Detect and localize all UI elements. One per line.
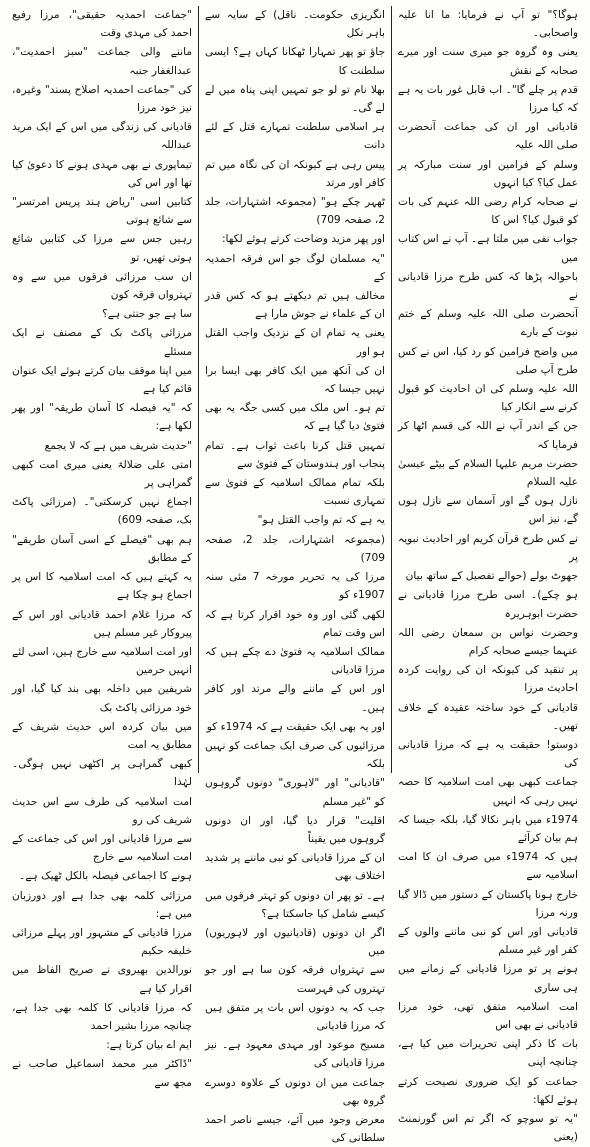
text-column-left [6, 6, 198, 1089]
text-line: یعنی یہ تمام ان کے نزدیک واجب القتل ہو اور [205, 327, 385, 358]
text-line: ایم اے بیان کرتا ہے: [106, 1039, 192, 1052]
text-line: نے صحابہ کرام رضی اللہ عنہم کی بات کو قبول کیا؟ اس کا [398, 196, 578, 227]
text-line: کبھی گمراہی پر اکٹھی نہیں ہوگی۔ لہٰذا [12, 758, 192, 789]
text-line: ہوگا؟" تو آپ نے فرمایا: ما انا علیہ واصحابی۔ [398, 9, 578, 40]
text-line: قدم پر چلے گا"۔ اب قابل غور بات یہ ہے کہ کیا مرزا [398, 83, 578, 115]
text-line: وحضرت نواس بن سمعان رضی اللہ عنہما جیسے صحابہ کرام [398, 626, 578, 657]
text-line: جھوٹ بولے (حوالے تفصیل کے ساتھ بیان [405, 570, 578, 583]
text-line: سے مرزا قادیانی اور اس کی جماعت کے امت اسلامیہ سے خارج [12, 832, 192, 864]
text-line: "قادیانی" اور "لاہوری" دونوں گروہوں کو "غیر مسلم [205, 777, 385, 808]
text-line: "حدیث شریف میں ہے کہ لا یجمع [44, 439, 192, 452]
text-line: جب کہ یہ دونوں اس بات پر متفق ہیں کہ مرزا قادیانی [205, 1001, 385, 1032]
text-line: اور پھر مزید وضاحت کرتے ہوئے لکھا: [221, 233, 385, 246]
text-line: کتابیں اسی "ریاض ہند پریس امرتسر" سے شائع ہوتی [12, 196, 192, 227]
text-line: ان سب مرزائی فرقوں میں سے وہ تہترواں فرقہ کون [12, 270, 192, 302]
text-line: ہونے پر تو مرزا قادیانی کے زمانے میں ہی ساری [398, 963, 578, 994]
text-line: مرزا کی یہ تحریر مورخہ 7 مئی سنہ 1907ء کو [205, 571, 386, 602]
text-line: کی "جماعت احمدیہ اصلاح پسند" وغیرہ، نیز خود مرزا [12, 83, 192, 115]
text-line: ہر اسلامی سلطنت تمہارے قتل کے لئے دانت [205, 121, 385, 152]
text-line: اور یہ بھی ایک حقیقت ہے کہ 1974ء کو [206, 720, 385, 733]
text-line: معرض وجود میں آئے، جیسے ناصر احمد سلطانی کی [205, 1113, 385, 1145]
text-line: آنحضرت صلی اللہ علیہ وسلم کے ختم نبوت کے بارے [398, 308, 578, 339]
text-line: میں اپنا موقف بیان کرتے ہوئے ایک عنوان قائم کیا ہے [12, 364, 192, 396]
text-line: قادیانی اور اس کو نبی ماننے والوں کے کفر اور غیر مسلم [398, 925, 578, 957]
text-line: پیس رہی ہے کیونکہ ان کی نگاہ میں تم کافر اور مرتد [205, 158, 385, 189]
text-line: بلکہ تمام ممالک اسلامیہ کے فتویٰ سے تمہاری نسبت [205, 477, 385, 508]
text-line: جن کے اندر آپ نے اللہ کی قسم اٹھا کر فرمایا کہ [398, 420, 578, 451]
text-line: وسلم کے فرامین اور سنت مبارکہ پر عمل کیا؟ کیا انہوں [398, 158, 578, 189]
text-line: اللہ علیہ وسلم کی ان احادیث کو قبول کرنے سے انکار کیا [398, 383, 578, 414]
text-line: قادیانی اور ان کی جماعت آنحضرت صلی اللہ علیہ [398, 121, 578, 152]
text-line: ممالک اسلامیہ یہ فتویٰ دے چکے ہیں کہ مرزا قادیانی [205, 645, 385, 677]
text-line: جواب نفی میں ملتا ہے۔ آپ نے اس کتاب میں [398, 233, 578, 264]
text-line: کہ "یہ فیصلہ کا آسان طریقہ" اور پھر لکھا ہے: [12, 402, 192, 433]
text-column-middle [199, 6, 391, 1145]
text-line: بات کا ذکر اپنی تحریرات میں کیا ہے، چنانچہ اپنی [398, 1038, 578, 1069]
text-line: انگریزی حکومت۔ ناقل) کے سایہ سے باہر نکل [205, 9, 385, 40]
text-line: مرزائی کلمہ بھی جدا ہے اور دورزبان میں ہے: [12, 889, 192, 920]
text-line: مرزائیوں کی صرف ایک جماعت کو نہیں بلکہ [205, 739, 385, 771]
text-line: یہ کہتے ہیں کہ امت اسلامیہ کا اس پر اجماع ہو چکا ہے [12, 571, 192, 602]
text-line: قادیانی کے خود ساختہ عقیدہ کے خلاف تھیں۔ [398, 701, 578, 732]
text-line: امتی علی ضلالۃ یعنی میری امت کبھی گمراہی پر [12, 458, 192, 490]
text-line: ان کی آنکھ میں ایک کافر بھی ایسا برا نہیں جیسا کہ [205, 364, 385, 396]
text-line: باحوالہ پڑھا کہ کس طرح مرزا قادیانی نے [398, 270, 578, 302]
text-line: ماننے والی جماعت "سبز احمدیت"، عبدالغفار جنبہ [12, 46, 192, 77]
text-line: نازل ہوں گے اور آسمان سے نازل ہوں گے، نیز اس [398, 495, 578, 526]
text-line: قادیانی کی زندگی میں اس کے ایک مرید عبداللہ [12, 121, 192, 152]
text-line: اجماع نہیں کرسکتی"۔ (مرزائی پاکٹ بک، صفحہ 609) [12, 496, 192, 527]
text-line: رہیں جس سے مرزا کی کتابیں شائع ہوتی تھیں، تو [12, 233, 192, 264]
text-line: نے کس طرح قرآن کریم اور احادیث نبویہ پر [398, 532, 578, 563]
text-line: بھلا نام تو لو جو تمہیں اپنی پناہ میں لے لے گی۔ [205, 83, 385, 115]
text-line: شریفین میں داخلہ بھی بند کیا گیا، اور خود مرزائی پاکٹ بک [12, 683, 192, 714]
text-line: ہم بھی "فیصلے کے اسی آسان طریقے" کے مطابق [12, 533, 192, 564]
text-line: ہونے کا اجماعی فیصلہ بالکل ٹھیک ہے۔ [19, 870, 192, 883]
text-line: جاؤ تو پھر تمہارا ٹھکانا کہاں ہے؟ ایسی سلطنت کا [205, 46, 385, 77]
text-line: مرزا قادیانی کے مشہور اور پہلے مرزائی خلیفہ حکیم [12, 926, 192, 958]
text-line: میں واضح فرامین کو رد کیا، اس نے کس طرح آپ صلی [398, 345, 578, 376]
text-line: اگر ان دونوں (قادیانیوں اور لاہوریوں) میں [205, 926, 385, 958]
text-line: 1974ء میں باہر نکالا گیا، بلکہ جیسا کہ ہم بیان کرآئے [398, 813, 578, 844]
text-line: امت اسلامیہ کی طرف سے اس حدیث شریف کی رو [12, 795, 192, 826]
text-line: جماعت میں ان دونوں کے علاوہ دوسرے گروہ بھی [205, 1076, 385, 1107]
text-line: "یہ مسلمان لوگ جو اس فرقہ احمدیہ کے [205, 252, 385, 283]
text-line: اقلیت" قرار دیا گیا، اور ان دونوں گروہوں میں یقیناً [205, 814, 385, 845]
text-line: ہو چکے)۔ اسی طرح مرزا قادیانی نے حضرت ابوہریرہ [398, 589, 578, 620]
text-line: "یہ تو سوچو کہ اگر تم اس گورنمنٹ (یعنی [398, 1112, 578, 1144]
text-line: تمہیں قتل کرنا باعث ثواب ہے۔ تمام پنجاب اور ہندوستان کے فتویٰ سے [205, 439, 385, 470]
text-line: مرزائی پاکٹ بک کے مصنف نے ایک مسئلے [12, 327, 192, 358]
text-line: (مجموعہ اشتہارات، جلد 2، صفحہ 709) [205, 533, 385, 564]
text-line: یعنی وہ گروہ جو میری سنت اور میرے صحابہ کے نقش [398, 46, 578, 77]
text-line: یہ ہے کہ تم واجب القتل ہو" [257, 514, 385, 527]
text-line: کہ مرزا غلام احمد قادیانی اور اس کے پیروکار غیر مسلم ہیں [12, 608, 192, 639]
text-line: اور اس کے ماننے والے مرتد اور کافر ہیں۔ [205, 683, 385, 714]
text-line: پر تنقید کی کیونکہ ان کی روایت کردہ احادیث مرزا [398, 664, 578, 695]
text-line: "جماعت احمدیہ حقیقی"، مرزا رفیع احمد کی مہدی وقت [12, 9, 192, 40]
text-line: دوستو! حقیقت یہ ہے کہ مرزا قادیانی کی [398, 738, 578, 770]
text-line: لکھی گئی اور وہ خود اقرار کرتا ہے کہ اس وقت تمام [205, 608, 385, 639]
text-line: مسیح موعود اور مہدی معہود ہے۔ نیز مرزا قادیانی کی [205, 1039, 385, 1070]
text-line: تم ہو۔ اس ملک میں کسی جگہ یہ بھی فتویٰ دیا گیا ہے کہ [205, 402, 385, 433]
text-line: خارج ہونا پاکستان کے دستور میں ڈالا گیا ورنہ مرزا [398, 888, 578, 919]
text-line: تیماپوری نے بھی مہدی ہونے کا دعویٰ کیا تھا اور اس کی [12, 158, 192, 189]
text-line: کہ مرزا قادیانی کا کلمہ بھی جدا ہے، چنانچہ مرزا بشیر احمد [12, 1001, 192, 1032]
text-line: ان کے مرزا قادیانی کو نبی ماننے پر شدید اختلاف بھی [205, 852, 385, 883]
text-line: ٹھہر چکے ہو" (مجموعہ اشتہارات، جلد 2، صفحہ 709) [205, 196, 385, 227]
text-line: امت اسلامیہ متفق تھی، خود مرزا قادیانی نے بھی اس [398, 1000, 578, 1031]
text-line: "ڈاکٹر میر محمد اسماعیل صاحب نے مجھ سے [12, 1058, 192, 1089]
text-line: ہے۔ تو پھر ان دونوں کو تہتر فرقوں میں کیسے شامل کیا جاسکتا ہے؟ [205, 889, 385, 920]
text-column-right [392, 6, 584, 1144]
text-line: ہیں کہ 1974ء میں صرف ان کا امت اسلامیہ سے [398, 851, 578, 882]
text-line: اور امت اسلامیہ سے خارج ہیں، اسی لئے انہیں حرمین [12, 645, 192, 677]
text-line: سا ہے جو جنتی ہے؟ [102, 308, 192, 321]
text-line: میں بیان کردہ اس حدیث شریف کے مطابق یہ امت [12, 720, 192, 751]
text-line: مخالف ہیں تم دیکھتے ہو کہ کس قدر ان کے علماء نے جوش مارا ہے [205, 290, 385, 321]
text-line: نورالدین بھیروی نے صریح الفاظ میں اقرار کیا ہے [12, 964, 192, 995]
text-line: حضرت مریم علیہا السلام کے بیٹے عیسیٰ علیہ السلام [398, 457, 578, 489]
text-line: جماعت کبھی بھی امت اسلامیہ کا حصہ نہیں رہی کہ انہیں [398, 776, 578, 807]
text-line: سے تہترواں فرقہ کون سا ہے اور جو تہتروں کی فہرست [205, 964, 385, 995]
text-line: جماعت کو ایک ضروری نصیحت کرتے ہوئے لکھا: [398, 1075, 578, 1106]
